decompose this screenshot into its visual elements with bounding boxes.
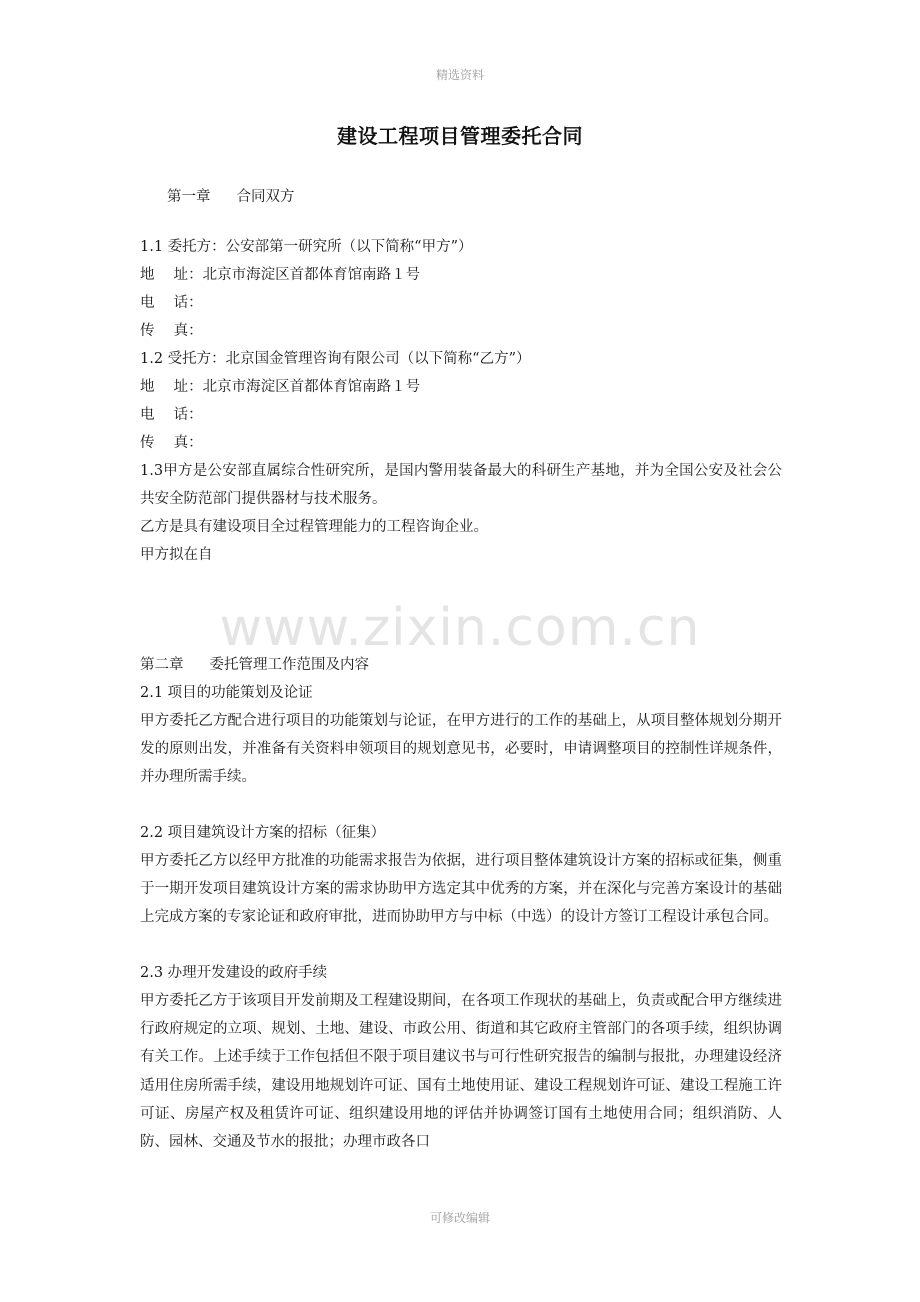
client-fax-line: 传 真：: [140, 323, 203, 339]
client-party-line: 1.1 委托方：公安部第一研究所（以下简称“甲方”）: [140, 239, 473, 255]
section-2-1-body: 甲方委托乙方配合进行项目的功能策划与论证，在甲方进行的工作的基础上，从项目整体规划分期开发的原则出发，并准备有关资料申领项目的规划意见书，必要时，申请调整项目的控制性详规条件，并办理所需手续。: [140, 713, 782, 786]
intro-line-contractor: 乙方是具有建设项目全过程管理能力的工程咨询企业。: [140, 519, 488, 535]
client-phone-line: 电 话：: [140, 295, 203, 311]
page-footer: 可修改编辑: [429, 1211, 490, 1225]
contractor-address-line: 地 址：北京市海淀区首都体育馆南路１号: [140, 379, 421, 395]
section-2-1-heading: 2.1 项目的功能策划及论证: [140, 685, 313, 701]
client-address-line: 地 址：北京市海淀区首都体育馆南路１号: [140, 267, 421, 283]
chapter-2-label: 第二章: [140, 657, 184, 673]
watermark: www.zixin.com.cn: [219, 598, 701, 658]
intro-line-truncated: 甲方拟在自: [140, 547, 213, 563]
chapter-1-heading: [167, 183, 295, 211]
contractor-party-line: 1.2 受托方：北京国金管理咨询有限公司（以下简称“乙方”）: [140, 351, 531, 367]
chapter-2-title: 委托管理工作范围及内容: [209, 657, 369, 673]
contractor-fax-line: 传 真：: [140, 435, 203, 451]
chapter-2-heading: [140, 651, 369, 679]
intro-paragraph: 1.3甲方是公安部直属综合性研究所，是国内警用装备最大的科研生产基地，并为全国公安及社会公共安全防范部门提供器材与技术服务。: [140, 463, 782, 508]
document-title: 建设工程项目管理委托合同: [337, 124, 583, 148]
contractor-phone-line: 电 话：: [140, 407, 203, 423]
section-2-3-body: 甲方委托乙方于该项目开发前期及工程建设期间，在各项工作现状的基础上，负责或配合甲方继续进行政府规定的立项、规划、土地、建设、市政公用、街道和其它政府主管部门的各项手续，组织协调有关工作。上述手续于工作包括但不限于项目建议书与可行性研究报告的编制与报批，办理建设经济适用住房所需手续，建设用地规划许可证、国有土地使用证、建设工程规划许可证、建设工程施工许可证、房屋产权及租赁许可证、组织建设用地的评估并协调签订国有土地使用合同；组织消防、人防、园林、交通及节水的报批；办理市政各口: [140, 993, 782, 1151]
section-2-2-heading: 2.2 项目建筑设计方案的招标（征集）: [140, 825, 386, 841]
chapter-1-title: 合同双方: [236, 189, 295, 205]
chapter-1-label: 第一章: [167, 189, 211, 205]
page-header: 精选资料: [435, 68, 484, 82]
section-2-3-heading: 2.3 办理开发建设的政府手续: [140, 965, 328, 981]
section-2-2-body: 甲方委托乙方以经甲方批准的功能需求报告为依据，进行项目整体建筑设计方案的招标或征集，侧重于一期开发项目建筑设计方案的需求协助甲方选定其中优秀的方案，并在深化与完善方案设计的基础上完成方案的专家论证和政府审批，进而协助甲方与中标（中选）的设计方签订工程设计承包合同。: [140, 853, 782, 926]
